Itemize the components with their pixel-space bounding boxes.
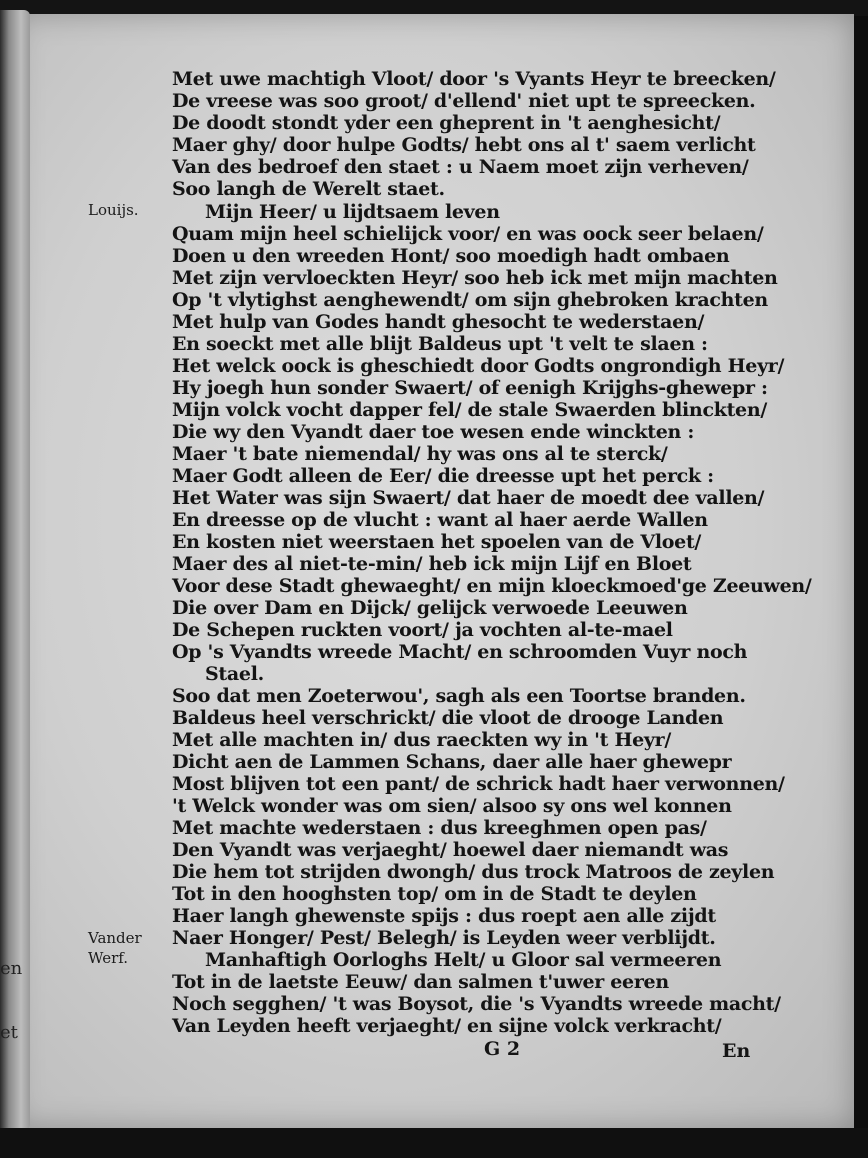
text-line: Baldeus heel verschrickt/ die vloot de drooge Landen xyxy=(172,707,724,729)
text-line: Manhaftigh Oorloghs Helt/ u Gloor sal vermeeren xyxy=(205,949,722,971)
facing-page-fragment: et xyxy=(0,1022,18,1043)
text-line: Mijn Heer/ u lijdtsaem leven xyxy=(205,201,500,223)
text-line: Van des bedroef den staet : u Naem moet zijn verheven/ xyxy=(172,156,749,178)
text-line: Den Vyandt was verjaeght/ hoewel daer niemandt was xyxy=(172,839,729,861)
text-line: Tot in den hooghsten top/ om in de Stadt te deylen xyxy=(172,883,697,905)
scan-bottom-edge xyxy=(0,1128,868,1158)
text-line: 't Welck wonder was om sien/ alsoo sy ons wel konnen xyxy=(172,795,732,817)
text-line: Met alle machten in/ dus raeckten wy in 't Heyr/ xyxy=(172,729,671,751)
text-line: Die over Dam en Dijck/ gelijck verwoede Leeuwen xyxy=(172,597,688,619)
text-line: Soo dat men Zoeterwou', sagh als een Toortse branden. xyxy=(172,685,746,707)
text-line: Van Leyden heeft verjaeght/ en sijne volck verkracht/ xyxy=(172,1015,722,1037)
text-line: Die hem tot strijden dwongh/ dus trock Matroos de zeylen xyxy=(172,861,775,883)
text-line: Tot in de laetste Eeuw/ dan salmen t'uwer eeren xyxy=(172,971,669,993)
text-line: Dicht aen de Lammen Schans, daer alle haer ghewepr xyxy=(172,751,732,773)
text-line: Soo langh de Werelt staet. xyxy=(172,178,445,200)
text-line: En dreesse op de vlucht : want al haer aerde Wallen xyxy=(172,509,708,531)
text-line: Op 't vlytighst aenghewendt/ om sijn ghebroken krachten xyxy=(172,289,768,311)
text-line: Op 's Vyandts wreede Macht/ en schroomden Vuyr noch xyxy=(172,641,748,663)
text-line: Stael. xyxy=(205,663,264,685)
text-line: Most blijven tot een pant/ de schrick hadt haer verwonnen/ xyxy=(172,773,785,795)
text-line: De doodt stondt yder een gheprent in 't aenghesicht/ xyxy=(172,112,721,134)
text-line: Met uwe machtigh Vloot/ door 's Vyants Heyr te breecken/ xyxy=(172,68,776,90)
text-line: Het welck oock is gheschiedt door Godts ongrondigh Heyr/ xyxy=(172,355,785,377)
text-line: De Schepen ruckten voort/ ja vochten al-te-mael xyxy=(172,619,673,641)
text-line: Maer 't bate niemendal/ hy was ons al te sterck/ xyxy=(172,443,668,465)
text-line: Haer langh ghewenste spijs : dus roept aen alle zijdt xyxy=(172,905,716,927)
text-line: Naer Honger/ Pest/ Belegh/ is Leyden weer verblijdt. xyxy=(172,927,716,949)
text-line: Die wy den Vyandt daer toe wesen ende winckten : xyxy=(172,421,695,443)
text-line: Maer des al niet-te-min/ heb ick mijn Lijf en Bloet xyxy=(172,553,692,575)
text-line: Doen u den wreeden Hont/ soo moedigh hadt ombaen xyxy=(172,245,730,267)
text-line: En kosten niet weerstaen het spoelen van de Vloet/ xyxy=(172,531,702,553)
text-line: Maer Godt alleen de Eer/ die dreesse upt het perck : xyxy=(172,465,714,487)
catchword: En xyxy=(722,1040,751,1062)
margin-note-speaker: Vander xyxy=(88,929,142,947)
text-line: Met hulp van Godes handt ghesocht te wederstaen/ xyxy=(172,311,705,333)
text-line: De vreese was soo groot/ d'ellend' niet upt te spreecken. xyxy=(172,90,756,112)
text-line: Met machte wederstaen : dus kreeghmen open pas/ xyxy=(172,817,707,839)
facing-page-fragment: en xyxy=(0,958,23,979)
text-line: Voor dese Stadt ghewaeght/ en mijn kloeckmoed'ge Zeeuwen/ xyxy=(172,575,812,597)
margin-note-speaker: Werf. xyxy=(88,949,129,967)
text-line: Met zijn vervloeckten Heyr/ soo heb ick met mijn machten xyxy=(172,267,778,289)
text-line: Maer ghy/ door hulpe Godts/ hebt ons al t' saem verlicht xyxy=(172,134,756,156)
text-line: Quam mijn heel schielijck voor/ en was oock seer belaen/ xyxy=(172,223,764,245)
text-line: Mijn volck vocht dapper fel/ de stale Swaerden blinckten/ xyxy=(172,399,768,421)
signature-mark: G 2 xyxy=(484,1038,521,1060)
margin-note-speaker: Louijs. xyxy=(88,201,139,219)
text-line: En soeckt met alle blijt Baldeus upt 't velt te slaen : xyxy=(172,333,708,355)
text-line: Hy joegh hun sonder Swaert/ of eenigh Krijghs-ghewepr : xyxy=(172,377,768,399)
text-line: Het Water was sijn Swaert/ dat haer de moedt dee vallen/ xyxy=(172,487,765,509)
text-line: Noch segghen/ 't was Boysot, die 's Vyandts wreede macht/ xyxy=(172,993,781,1015)
